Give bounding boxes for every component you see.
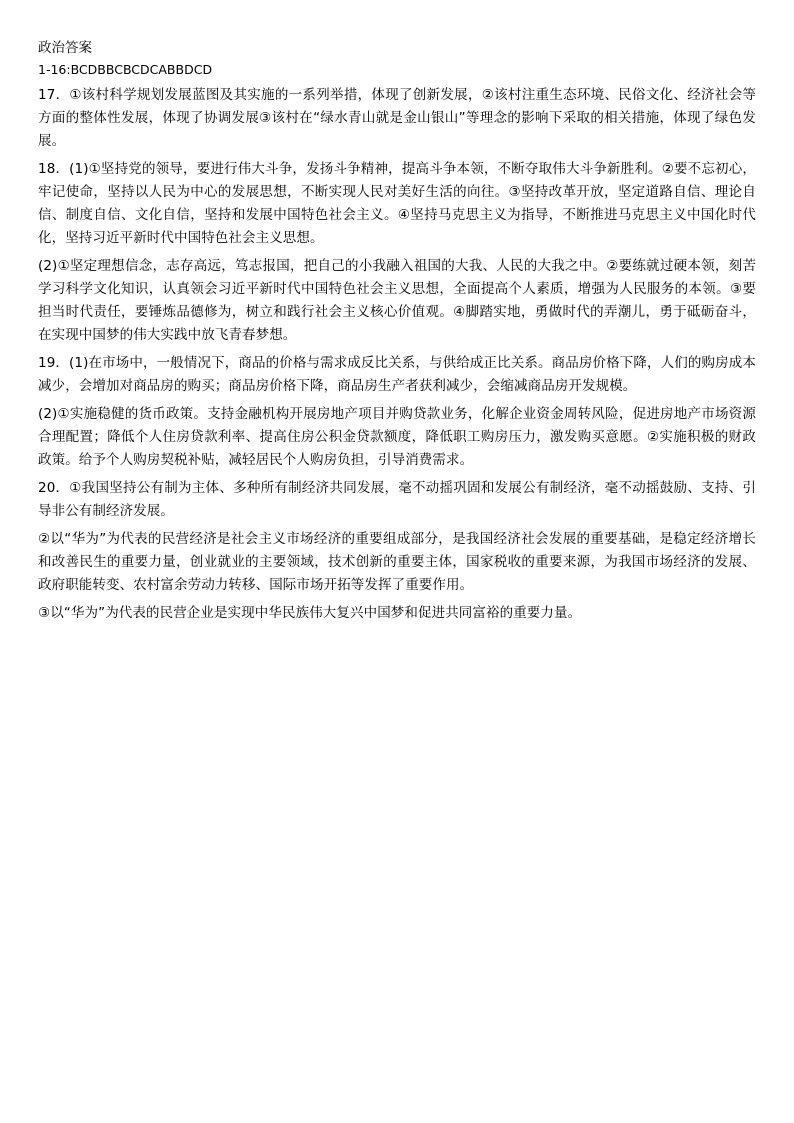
answer-page [38,38,756,630]
document-title: 政治答案 [38,40,92,56]
answer-20-point-3: ③以“华为”为代表的民营企业是实现中华民族伟大复兴中国梦和促进共同富裕的重要力量。 [38,605,582,621]
answer-19-part-2: (2)①实施稳健的货币政策。支持金融机构开展房地产项目并购贷款业务，化解企业资金周转风险，促进房地产市场资源合理配置；降低个人住房贷款利率、提高住房公积金贷款额度，降低职工购房压力，激发购买意愿。②实施积极的财政政策。给予个人购房契税补贴，减轻居民个人购房负担，引导消费需求。 [38,406,756,468]
answer-19-part-1: 19．(1)在市场中，一般情况下，商品的价格与需求成反比关系，与供给成正比关系。商品房价格下降，人们的购房成本减少，会增加对商品房的购买；商品房价格下降，商品房生产者获利减少，会缩减商品房开发规模。 [38,355,756,394]
answer-20-point-1: 20．①我国坚持公有制为主体、多种所有制经济共同发展，毫不动摇巩固和发展公有制经济，毫不动摇鼓励、支持、引导非公有制经济发展。 [38,480,756,519]
answer-20-point-2: ②以“华为”为代表的民营经济是社会主义市场经济的重要组成部分，是我国经济社会发展的重要基础，是稳定经济增长和改善民生的重要力量，创业就业的主要领域，技术创新的重要主体，国家税收的重要来源，为我国市场经济的发展、政府职能转变、农村富余劳动力转移、国际市场开拓等发挥了重要作用。 [38,531,756,593]
multiple-choice-answers: 1-16:BCDBBCBCDCABBDCD [38,62,213,77]
answer-17: 17．①该村科学规划发展蓝图及其实施的一系列举措，体现了创新发展，②该村注重生态环境、民俗文化、经济社会等方面的整体性发展，体现了协调发展③该村在“绿水青山就是金山银山”等理念的影响下采取的相关措施，体现了绿色发展。 [38,87,756,149]
answer-18-part-2: (2)①坚定理想信念，志存高远，笃志报国，把自己的小我融入祖国的大我、人民的大我之中。②要练就过硬本领，刻苦学习科学文化知识，认真领会习近平新时代中国特色社会主义思想，全面提高个人素质，增强为人民服务的本领。③要担当时代责任，要锤炼品德修为，树立和践行社会主义核心价值观。④脚踏实地，勇做时代的弄潮儿，勇于砥砺奋斗，在实现中国梦的伟大实践中放飞青春梦想。 [38,258,756,343]
answer-18-part-1: 18．(1)①坚持党的领导，要进行伟大斗争，发扬斗争精神，提高斗争本领，不断夺取伟大斗争新胜利。②要不忘初心，牢记使命，坚持以人民为中心的发展思想，不断实现人民对美好生活的向往。③坚持改革开放，坚定道路自信、理论自信、制度自信、文化自信，坚持和发展中国特色社会主义。④坚持马克思主义为指导，不断推进马克思主义中国化时代化，坚持习近平新时代中国特色社会主义思想。 [38,161,756,246]
